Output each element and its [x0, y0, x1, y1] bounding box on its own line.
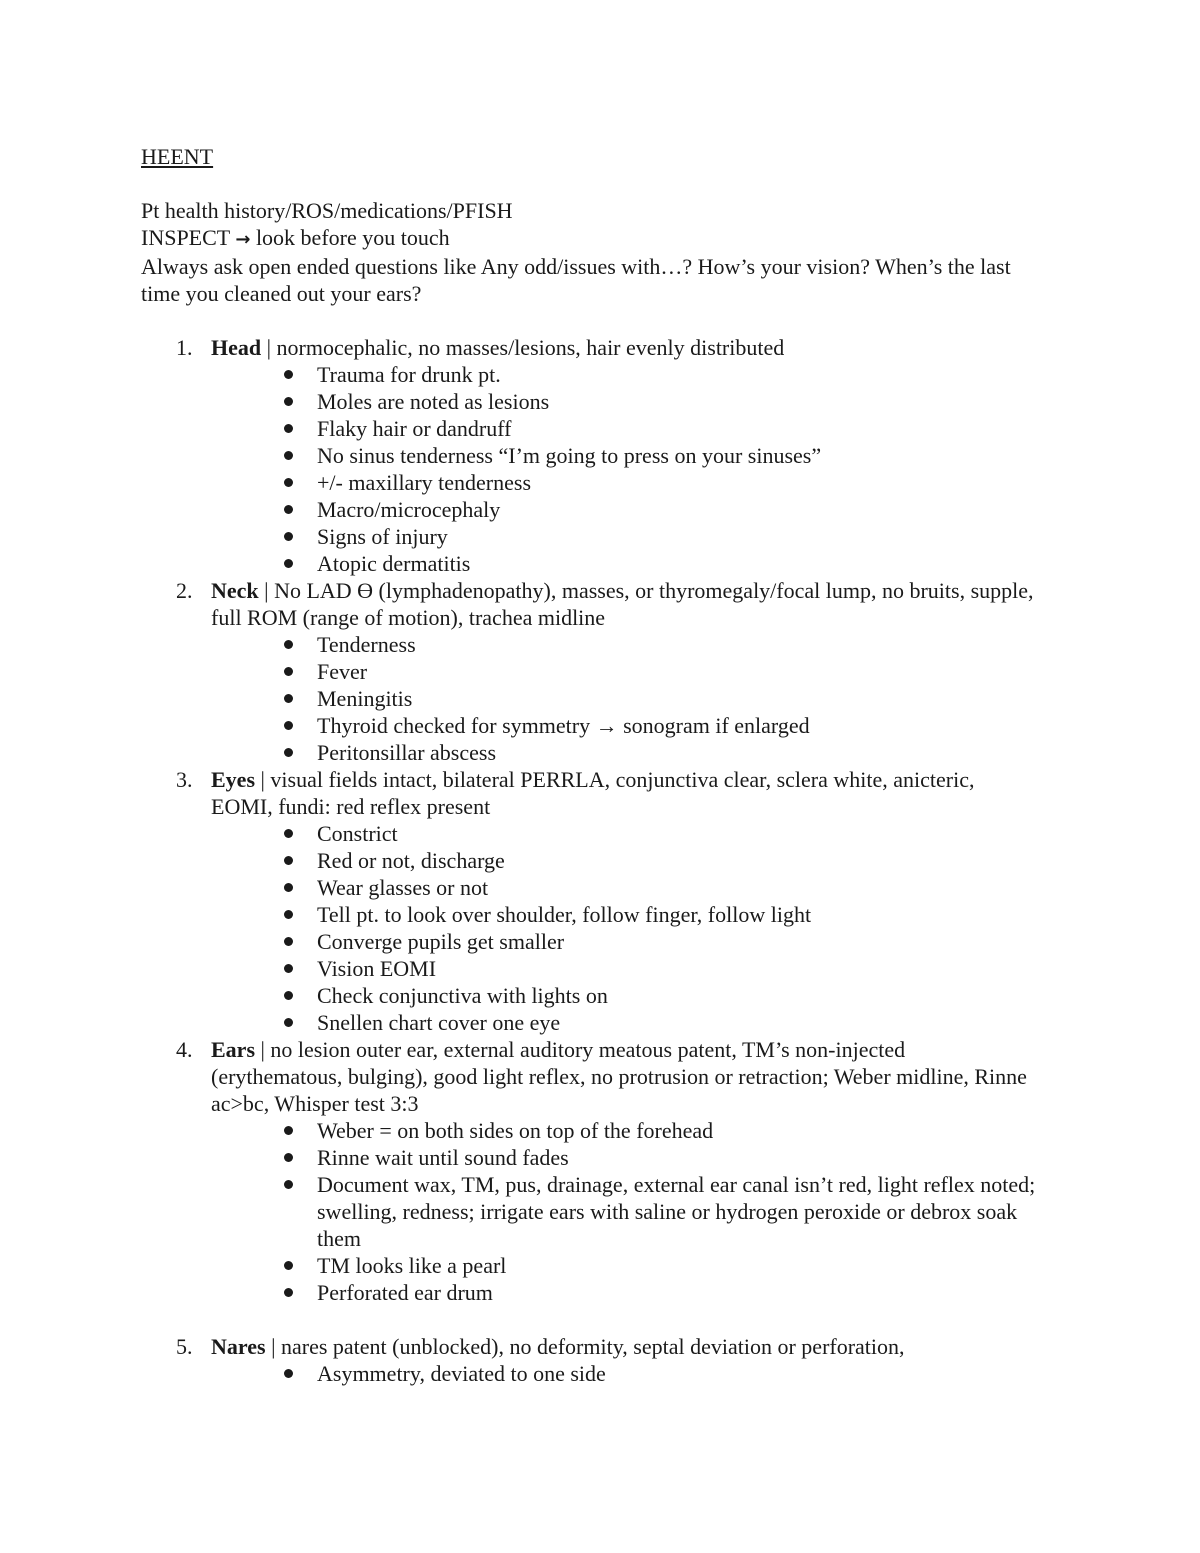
list-item — [211, 550, 1041, 577]
bullet-text: Weber = on both sides on top of the forehead — [317, 1118, 714, 1143]
list-item — [211, 1171, 1041, 1252]
bullet-icon — [284, 451, 293, 460]
section-separator: | — [265, 1334, 281, 1359]
inspect-label: INSPECT — [141, 225, 230, 250]
section-number: 4. — [176, 1037, 193, 1062]
section-bullet-list — [211, 1360, 1041, 1387]
list-item — [211, 361, 1041, 388]
section-name: Eyes — [211, 767, 255, 792]
bullet-text: Moles are noted as lesions — [317, 389, 550, 414]
section-heading — [211, 334, 1041, 361]
bullet-icon — [284, 370, 293, 379]
list-item — [211, 442, 1041, 469]
bullet-icon — [284, 397, 293, 406]
list-item — [211, 469, 1041, 496]
section-bullet-list — [211, 820, 1041, 1036]
bullet-text: Vision EOMI — [317, 956, 437, 981]
section-separator: | — [255, 767, 271, 792]
inspect-text: look before you touch — [255, 225, 450, 250]
document-title: HEENT — [141, 144, 214, 169]
list-item — [211, 1144, 1041, 1171]
section-description: visual fields intact, bilateral PERRLA, conjunctiva clear, sclera white, anicteric, EOMI, fundi: red reflex present — [211, 767, 975, 819]
intro-block — [141, 197, 1041, 307]
list-item — [211, 901, 1041, 928]
section-number: 3. — [176, 767, 193, 792]
section-head — [141, 334, 1041, 577]
intro-line-questions: Always ask open ended questions like Any odd/issues with…? How’s your vision? When’s the last time you cleaned out your ears? — [141, 254, 1011, 306]
bullet-text: Meningitis — [317, 686, 413, 711]
intro-line-history: Pt health history/ROS/medications/PFISH — [141, 198, 513, 223]
list-item — [211, 928, 1041, 955]
bullet-icon — [284, 856, 293, 865]
bullet-text: Flaky hair or dandruff — [317, 416, 512, 441]
bullet-icon — [284, 721, 293, 730]
bullet-icon — [284, 505, 293, 514]
list-item — [211, 712, 1041, 739]
section-description: normocephalic, no masses/lesions, hair evenly distributed — [276, 335, 785, 360]
section-heading — [211, 766, 1041, 820]
bullet-icon — [284, 748, 293, 757]
section-separator: | — [255, 1037, 271, 1062]
bullet-icon — [284, 1369, 293, 1378]
bullet-icon — [284, 937, 293, 946]
bullet-text: Red or not, discharge — [317, 848, 505, 873]
bullet-text: Snellen chart cover one eye — [317, 1010, 561, 1035]
list-item — [211, 388, 1041, 415]
bullet-text: Signs of injury — [317, 524, 448, 549]
bullet-icon — [284, 829, 293, 838]
bullet-icon — [284, 478, 293, 487]
bullet-icon — [284, 1018, 293, 1027]
bullet-text: Rinne wait until sound fades — [317, 1145, 569, 1170]
bullet-text: Constrict — [317, 821, 398, 846]
bullet-text: TM looks like a pearl — [317, 1253, 507, 1278]
section-description: nares patent (unblocked), no deformity, septal deviation or perforation, — [281, 1334, 905, 1359]
bullet-icon — [284, 1261, 293, 1270]
section-separator: | — [258, 578, 275, 603]
right-arrow-icon: → — [235, 229, 251, 250]
section-name: Neck — [211, 578, 259, 603]
bullet-text: Macro/microcephaly — [317, 497, 501, 522]
list-item — [211, 955, 1041, 982]
list-item — [211, 496, 1041, 523]
section-description: No LAD ϴ (lymphadenopathy), masses, or thyromegaly/focal lump, no bruits, supple, full ROM (range of motion), trachea midline — [211, 578, 1034, 630]
exam-sections — [141, 334, 1041, 1387]
bullet-text: Thyroid checked for symmetry → sonogram if enlarged — [317, 713, 810, 738]
list-item — [211, 1252, 1041, 1279]
bullet-text: Check conjunctiva with lights on — [317, 983, 608, 1008]
bullet-icon — [284, 559, 293, 568]
section-nares — [141, 1333, 1041, 1387]
section-bullet-list — [211, 631, 1041, 766]
section-neck — [141, 577, 1041, 766]
list-item — [211, 739, 1041, 766]
bullet-text: Converge pupils get smaller — [317, 929, 565, 954]
list-item — [211, 982, 1041, 1009]
bullet-icon — [284, 1153, 293, 1162]
section-spacer — [141, 1306, 1041, 1333]
bullet-icon — [284, 532, 293, 541]
section-heading — [211, 1036, 1041, 1117]
bullet-text: Trauma for drunk pt. — [317, 362, 501, 387]
list-item — [211, 1360, 1041, 1387]
list-item — [211, 1009, 1041, 1036]
bullet-text: Tenderness — [317, 632, 416, 657]
section-number: 5. — [176, 1334, 193, 1359]
section-eyes — [141, 766, 1041, 1036]
list-item — [211, 658, 1041, 685]
bullet-text: Atopic dermatitis — [317, 551, 471, 576]
bullet-text: No sinus tenderness “I’m going to press on your sinuses” — [317, 443, 822, 468]
section-name: Head — [211, 335, 262, 360]
bullet-text: Peritonsillar abscess — [317, 740, 497, 765]
list-item — [211, 523, 1041, 550]
section-bullet-list — [211, 361, 1041, 577]
intro-line-inspect — [141, 224, 1041, 253]
list-item — [211, 1279, 1041, 1306]
bullet-text: Asymmetry, deviated to one side — [317, 1361, 606, 1386]
bullet-icon — [284, 1126, 293, 1135]
list-item — [211, 685, 1041, 712]
bullet-icon — [284, 964, 293, 973]
bullet-icon — [284, 910, 293, 919]
list-item — [211, 415, 1041, 442]
list-item — [211, 847, 1041, 874]
section-heading — [211, 1333, 1041, 1360]
bullet-icon — [284, 883, 293, 892]
list-item — [211, 820, 1041, 847]
section-name: Nares — [211, 1334, 266, 1359]
bullet-text: +/- maxillary tenderness — [317, 470, 532, 495]
bullet-text: Perforated ear drum — [317, 1280, 493, 1305]
bullet-text: Document wax, TM, pus, drainage, external ear canal isn’t red, light reflex noted; swelling, redness; irrigate ears with saline or hydrogen peroxide or debrox soak them — [317, 1172, 1036, 1251]
section-separator: | — [261, 335, 277, 360]
bullet-icon — [284, 1180, 293, 1189]
section-description: no lesion outer ear, external auditory meatous patent, TM’s non-injected (erythematous, bulging), good light reflex, no protrusion or retraction; Weber midline, Rinne ac>bc, Whisper test 3:3 — [211, 1037, 1027, 1116]
section-heading — [211, 577, 1041, 631]
section-name: Ears — [211, 1037, 255, 1062]
document-page — [141, 143, 1041, 1387]
bullet-icon — [284, 991, 293, 1000]
section-ears — [141, 1036, 1041, 1306]
bullet-text: Tell pt. to look over shoulder, follow finger, follow light — [317, 902, 812, 927]
bullet-icon — [284, 667, 293, 676]
section-number: 1. — [176, 335, 193, 360]
section-bullet-list — [211, 1117, 1041, 1306]
section-number: 2. — [176, 578, 193, 603]
list-item — [211, 874, 1041, 901]
bullet-icon — [284, 694, 293, 703]
list-item — [211, 1117, 1041, 1144]
bullet-icon — [284, 640, 293, 649]
bullet-icon — [284, 424, 293, 433]
bullet-text: Fever — [317, 659, 368, 684]
bullet-text: Wear glasses or not — [317, 875, 489, 900]
list-item — [211, 631, 1041, 658]
bullet-icon — [284, 1288, 293, 1297]
